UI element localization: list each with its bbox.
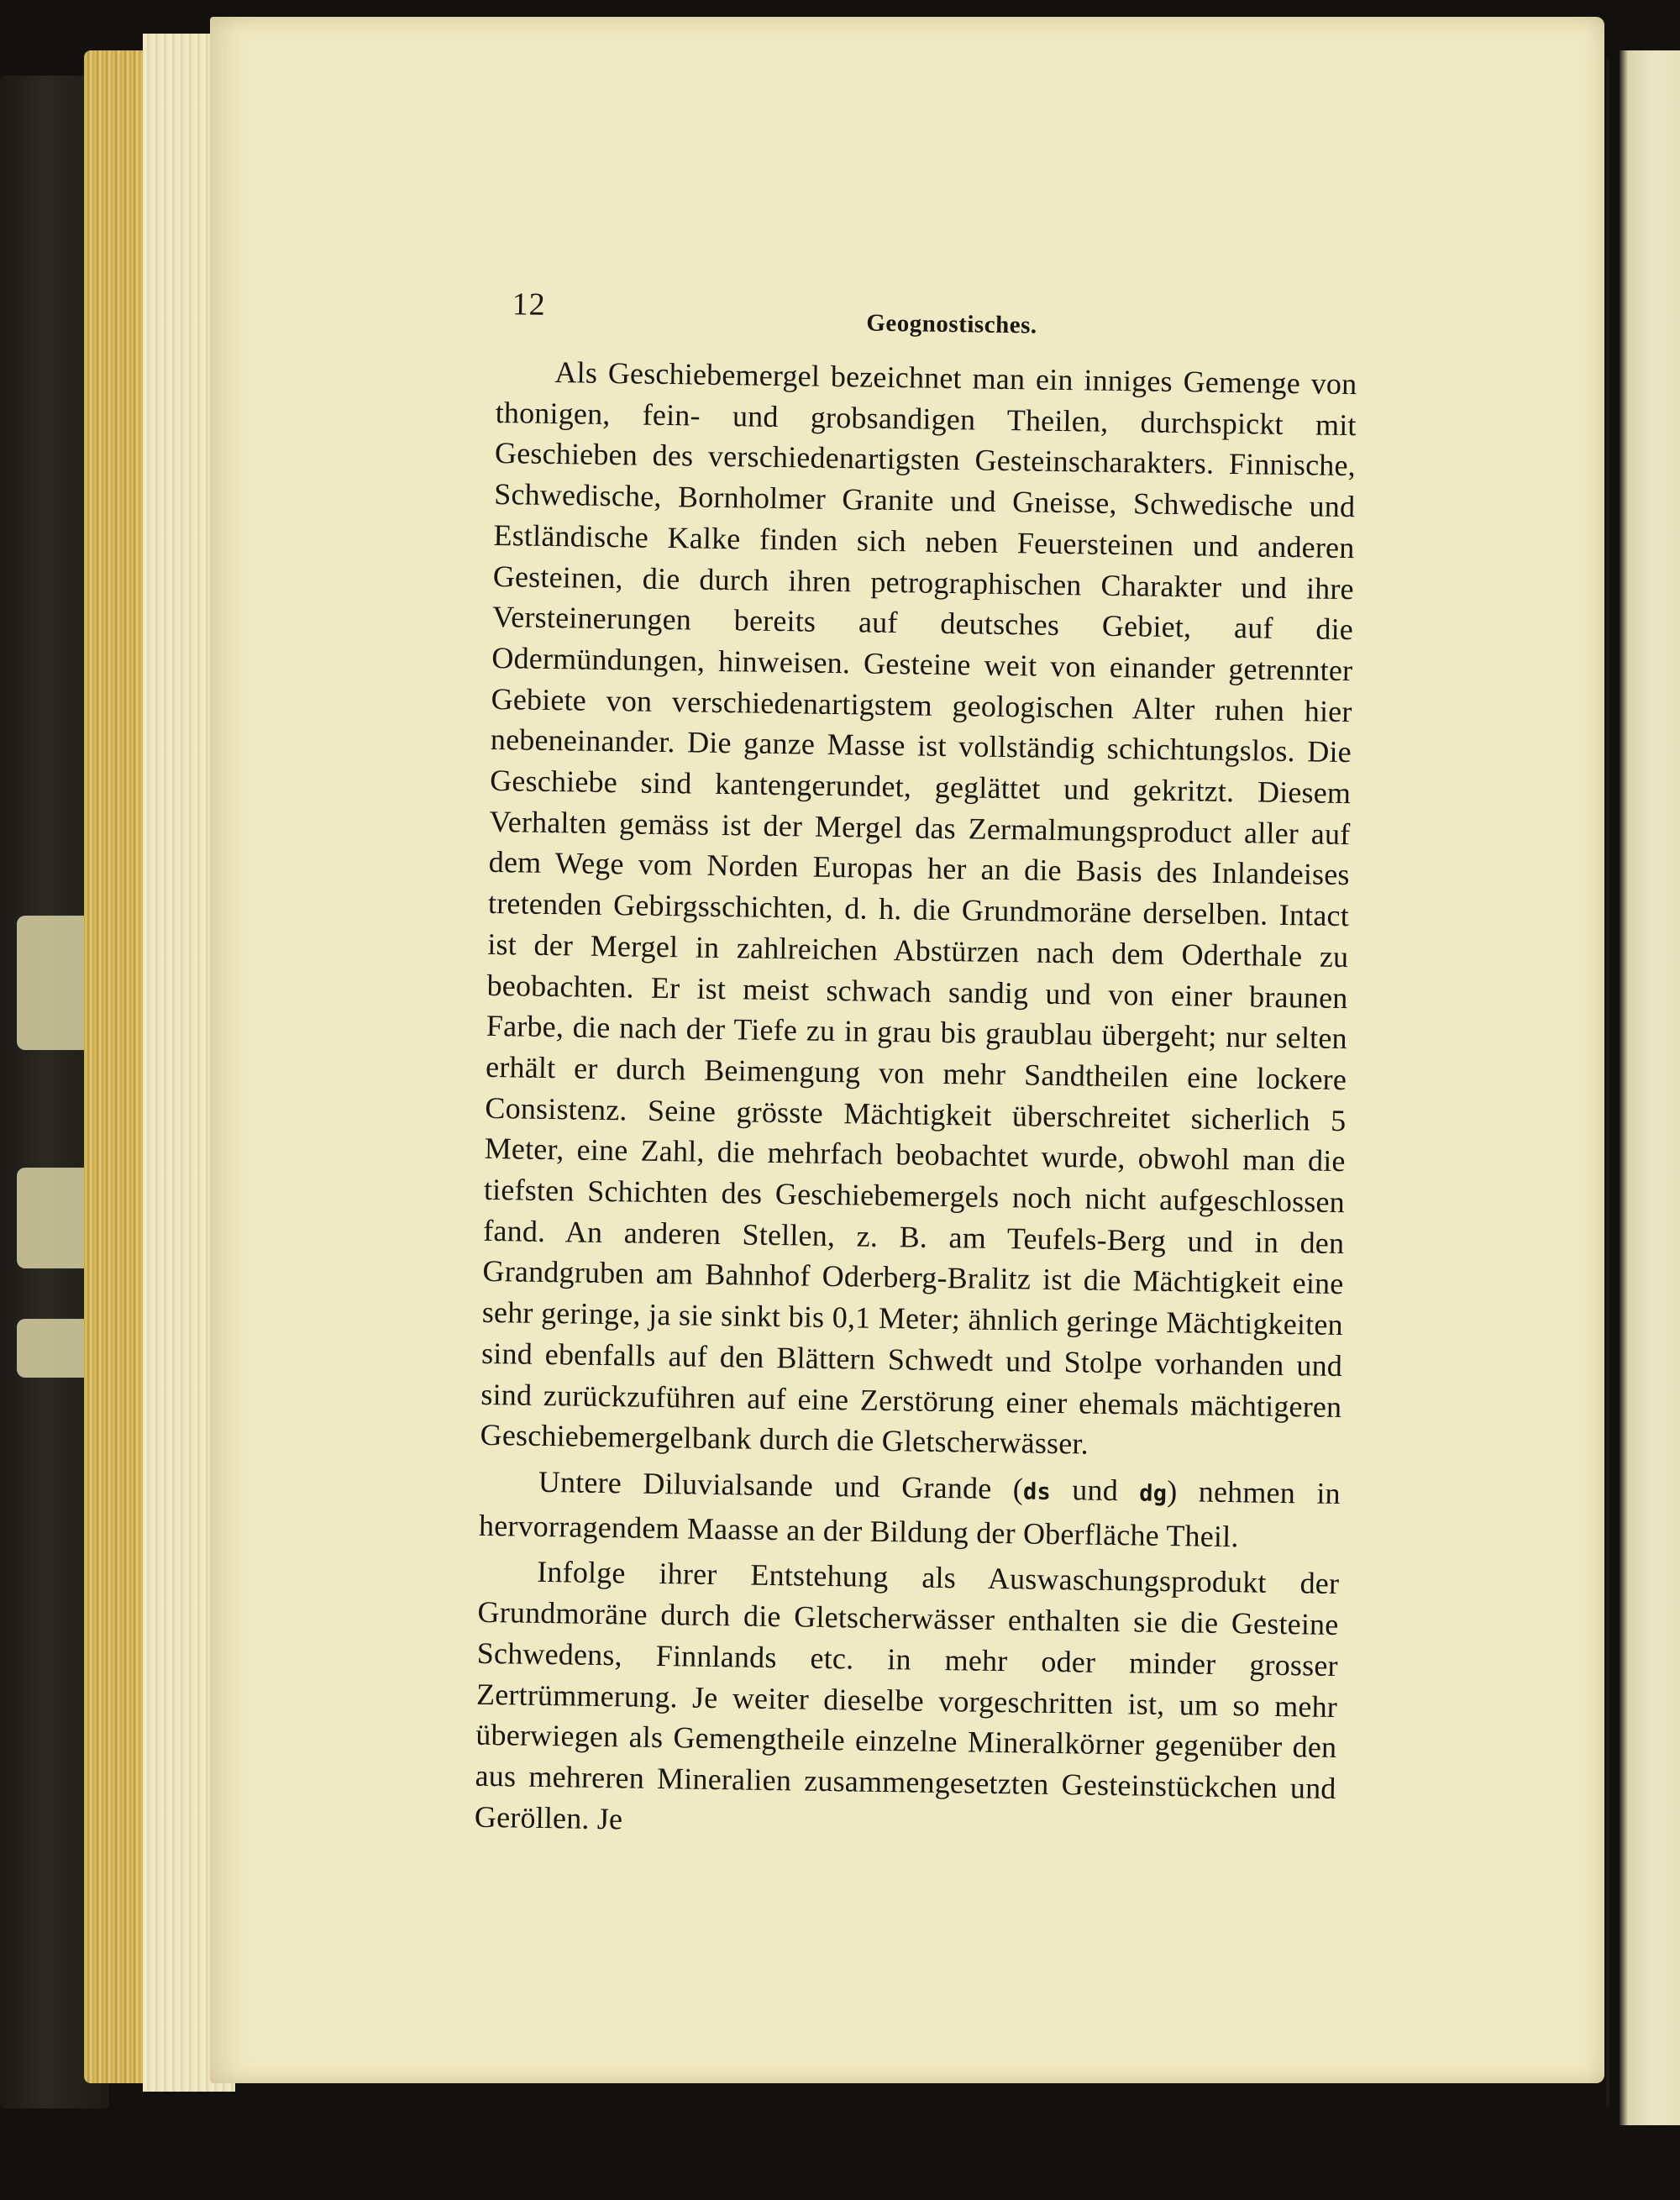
map-symbol-dg: dg xyxy=(1139,1480,1168,1507)
body-text xyxy=(475,351,1357,1850)
paragraph-text: Untere Diluvialsande und Grande ( xyxy=(538,1464,1024,1506)
paragraph-diluvialsande xyxy=(479,1461,1341,1559)
paragraph-entstehung: Infolge ihrer Entstehung als Auswaschungsprodukt der Grundmoräne durch die Gletscherwässer enthalten sie die Gesteine Schwedens, Finnlands etc. in mehr oder minder grosser Zertrümmerung. Je weiter dieselbe vorgeschritten ist, um so mehr überwiegen als Gemengtheile einzelne Mineralkörner gegenüber den aus mehreren Mineralien zusammengesetzten Gesteinstückchen und Geröllen. Je xyxy=(474,1555,1340,1836)
paragraph-text: und xyxy=(1050,1472,1140,1508)
map-symbol-ds: ds xyxy=(1022,1478,1052,1505)
paragraph-text: ) nehmen in hervorragendem Maasse an der Bildung der Oberfläche Theil. xyxy=(478,1473,1341,1553)
page-content xyxy=(475,286,1358,1850)
page-number: 12 xyxy=(512,286,546,323)
book-gutter xyxy=(1606,59,1609,2108)
facing-page-edge xyxy=(1620,50,1680,2125)
running-head: Geognostisches. xyxy=(866,309,1037,339)
paragraph-geschiebemergel: Als Geschiebemergel bezeichnet man ein inniges Gemenge von thonigen, fein- und grobsandigen Theilen, durchspickt mit Geschieben des verschiedenartigsten Gesteinscharakters. Finnische, Schwedische, Bornholmer Granite und Gneisse, Schwedische und Estländische Kalke finden sich neben Feuersteinen und anderen Gesteinen, die durch ihren petrographischen Charakter und ihre Versteinerungen bereits auf deutsches Gebiet, auf die Odermündungen, hinweisen. Gesteine weit von einander getrennter Gebiete von verschiedenartigstem geologischen Alter ruhen hier nebeneinander. Die ganze Masse ist vollständig schichtungslos. Die Geschiebe sind kantengerundet, geglättet und gekritzt. Diesem Verhalten gemäss ist der Mergel das Zermalmungsproduct aller auf dem Wege vom Norden Europas her an die Basis des Inlandeises tretenden Gebirgsschichten, d. h. die Grundmoräne derselben. Intact ist der Mergel in zahlreichen Abstürzen nach dem Oderthale zu beobachten. Er ist meist schwach sandig und von einer braunen Farbe, die nach der Tiefe zu in grau bis graublau übergeht; nur selten erhält er durch Beimengung von mehr Sandtheilen eine lockere Consistenz. Seine grösste Mächtigkeit überschreitet sicherlich 5 Meter, eine Zahl, die mehrfach beobachtet wurde, obwohl man die tiefsten Schichten des Geschiebemergels noch nicht aufgeschlossen fand. An anderen Stellen, z. B. am Teufels-Berg und in den Grandgruben am Bahnhof Oderberg-Bralitz ist die Mächtigkeit eine sehr geringe, ja sie sinkt bis 0,1 Meter; ähnlich geringe Mächtigkeiten sind ebenfalls auf den Blättern Schwedt und Stolpe vorhanden und sind zurückzuführen auf eine Zerstörung einer ehemals mächtigeren Geschiebemergelbank durch die Gletscherwässer. xyxy=(480,355,1357,1461)
page-header xyxy=(496,286,1358,357)
